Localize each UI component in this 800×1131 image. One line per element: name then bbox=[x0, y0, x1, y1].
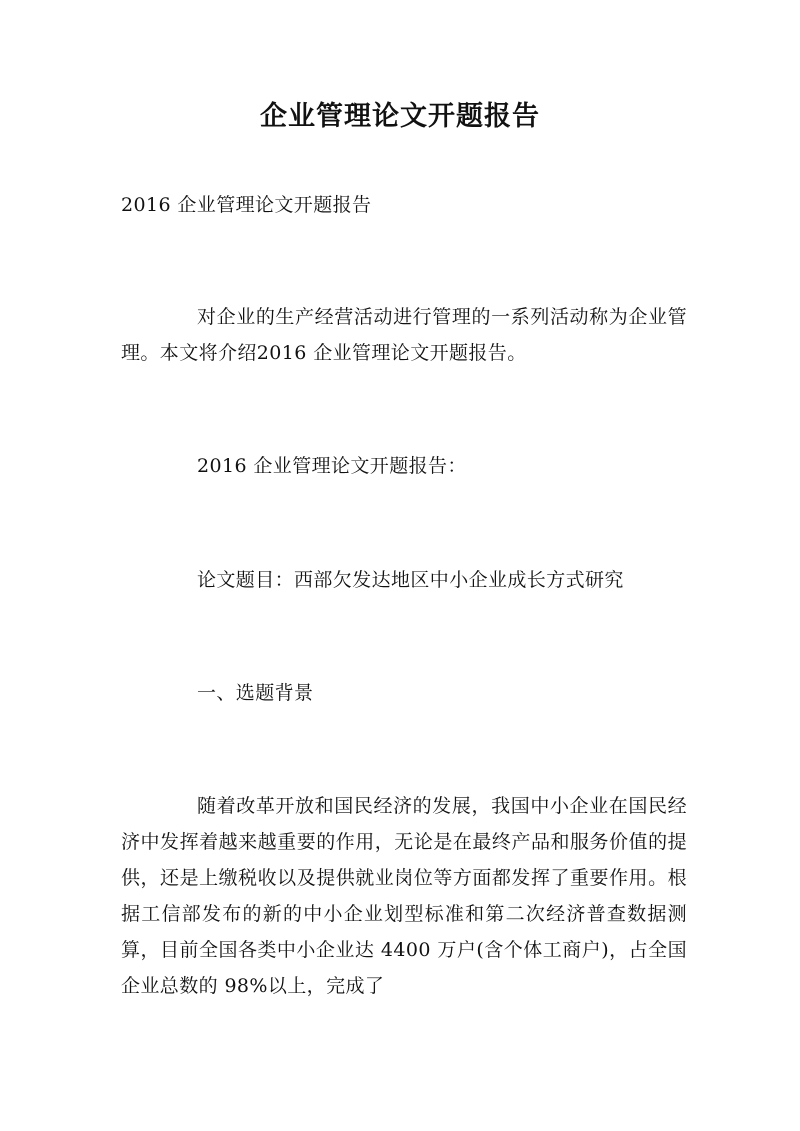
section-heading: 一、选题背景 bbox=[197, 682, 314, 704]
section-body-paragraph: 随着改革开放和国民经济的发展，我国中小企业在国民经济中发挥着越来越重要的作用，无论是在最终产品和服务价值的提供，还是上缴税收以及提供就业岗位等方面都发挥了重要作用。根据工信部发布的新的中小企业划型标准和第二次经济普查数据测算，目前全国各类中小企业达 4400 万户(含个体工商户)，占全国企业总数的 98%以上，完成了 bbox=[121, 795, 687, 997]
thesis-title: 论文题目：西部欠发达地区中小企业成长方式研究 bbox=[197, 569, 624, 591]
report-heading: 2016 企业管理论文开题报告： bbox=[197, 455, 467, 477]
document-title: 企业管理论文开题报告 bbox=[260, 101, 540, 132]
document-subtitle: 2016 企业管理论文开题报告 bbox=[121, 194, 372, 216]
intro-paragraph: 对企业的生产经营活动进行管理的一系列活动称为企业管理。本文将介绍2016 企业管理论文开题报告。 bbox=[121, 306, 687, 364]
